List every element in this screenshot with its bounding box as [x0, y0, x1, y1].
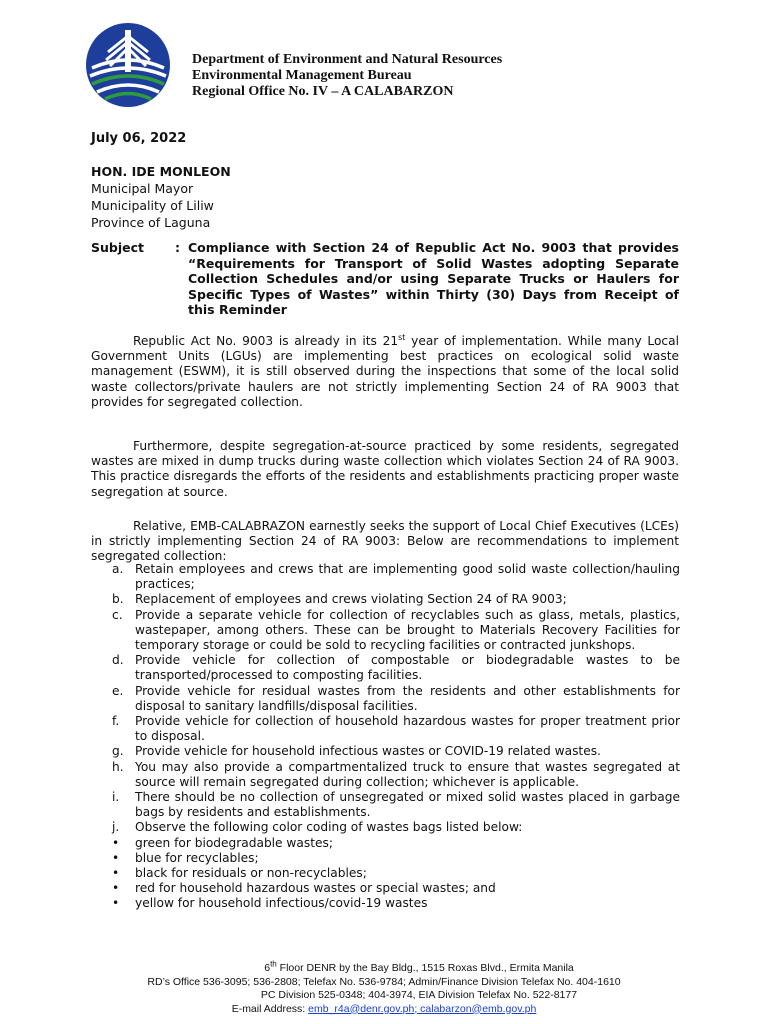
addressee-municipality: Municipality of Liliw — [91, 198, 214, 213]
paragraph-1 — [91, 334, 679, 410]
recommendation-item — [112, 760, 680, 790]
bullet-item — [112, 881, 680, 896]
footer-email-label: E-mail Address: — [231, 1002, 309, 1015]
footer-email-line — [0, 1003, 768, 1017]
recommendation-item — [112, 653, 680, 683]
letter-footer — [0, 959, 768, 1016]
item-text: Provide vehicle for collection of compostable or biodegradable wastes to be transported/processed to composting facilities. — [135, 653, 680, 683]
item-marker: d. — [112, 653, 124, 668]
denr-logo-icon — [78, 22, 178, 108]
item-text: green for biodegradable wastes; — [135, 835, 333, 850]
item-marker: h. — [112, 759, 124, 774]
recommendation-item — [112, 592, 680, 607]
footer-division-numbers: PC Division 525-0348; 404-3974, EIA Division Telefax No. 522-8177 — [260, 989, 578, 1001]
recommendation-list — [112, 562, 680, 912]
footer-address — [0, 959, 768, 976]
addressee-province: Province of Laguna — [91, 215, 211, 230]
item-text: yellow for household infectious/covid-19 wastes — [135, 896, 428, 911]
item-marker: • — [112, 850, 120, 865]
recommendation-item — [112, 608, 680, 654]
item-text: Observe the following color coding of wastes bags listed below: — [135, 820, 523, 835]
recommendation-item — [112, 684, 680, 714]
letter-date: July 06, 2022 — [91, 131, 187, 146]
recommendation-item — [112, 562, 680, 592]
bullet-item — [112, 836, 680, 851]
footer-email-links[interactable]: emb_r4a@denr.gov.ph; calabarzon@emb.gov.ph — [308, 1002, 537, 1015]
item-marker: • — [112, 835, 120, 850]
addressee-name: HON. IDE MONLEON — [91, 164, 231, 179]
footer-floor-suffix: th — [270, 959, 277, 969]
paragraph-1-start: Republic Act No. 9003 is already in its 21 — [133, 334, 399, 348]
bullet-item — [112, 866, 680, 881]
agency-letterhead — [192, 52, 502, 100]
addressee-title: Municipal Mayor — [91, 181, 194, 196]
item-text: Provide vehicle for residual wastes from the residents and other establishments for disposal to sanitary landfills/disposal facilities. — [135, 683, 680, 713]
footer-phone-numbers: RD’s Office 536-3095; 536-2808; Telefax No. 536-9784; Admin/Finance Division Telefax No. 404-1610 — [147, 975, 621, 988]
subject-block — [91, 240, 679, 318]
subject-label: Subject — [91, 240, 144, 255]
item-marker: e. — [112, 683, 124, 698]
item-text: Provide vehicle for collection of household hazardous wastes for proper treatment prior to disposal. — [135, 714, 680, 744]
item-text: black for residuals or non-recyclables; — [135, 866, 367, 881]
item-text: Provide a separate vehicle for collection of recyclables such as glass, metals, plastics, wastepaper, among others. These can be brought to Materials Recovery Facilities for temporary storage or could be sold to recycling facilities or contracted junkshops. — [135, 607, 680, 653]
item-text: There should be no collection of unsegregated or mixed solid wastes placed in garbage bags by residents and establishments. — [135, 790, 680, 820]
footer-floor-number: 6 — [264, 962, 271, 974]
paragraph-2: Furthermore, despite segregation-at-source practiced by some residents, segregated wastes are mixed in dump trucks during waste collection which violates Section 24 of RA 9003. This practice disregards the efforts of the residents and establishments practicing proper waste segregation at source. — [91, 439, 679, 499]
recommendation-item — [112, 744, 680, 759]
footer-address-text: Floor DENR by the Bay Bldg., 1515 Roxas Blvd., Ermita Manila — [276, 962, 574, 974]
item-marker: j. — [112, 820, 120, 835]
item-marker: a. — [112, 562, 124, 576]
recommendation-item — [112, 820, 680, 835]
agency-regional-office: Regional Office No. IV – A CALABARZON — [192, 84, 454, 99]
item-marker: • — [112, 881, 120, 896]
recommendation-item — [112, 790, 680, 820]
item-text: red for household hazardous wastes or special wastes; and — [135, 881, 496, 896]
bullet-item — [112, 896, 680, 911]
agency-bureau: Environmental Management Bureau — [192, 68, 412, 83]
paragraph-3: Relative, EMB-CALABRAZON earnestly seeks the support of Local Chief Executives (LCEs) in strictly implementing Section 24 of RA 9003: Below are recommendations to implement segregated collection: — [91, 519, 679, 564]
ordinal-suffix: st — [398, 332, 406, 342]
item-marker: • — [112, 896, 120, 911]
item-marker: c. — [112, 607, 123, 622]
item-text: You may also provide a compartmentalized truck to ensure that wastes segregated at source will remain segregated during collection; whichever is applicable. — [135, 759, 680, 789]
item-text: Retain employees and crews that are implementing good solid waste collection/hauling practices; — [135, 562, 680, 592]
item-marker: f. — [112, 714, 120, 729]
item-text: blue for recyclables; — [135, 850, 259, 865]
paragraph-1-end: year of implementation. While many Local Government Units (LGUs) are implementing best practices on ecological solid waste management (ESWM), it is still observed during the inspections that some of the local solid waste collectors/private haulers are not strictly implementing Section 24 of RA 9003 that provides for segregated collection. — [91, 334, 679, 409]
item-marker: i. — [112, 790, 120, 805]
recommendation-item — [112, 714, 680, 744]
item-text: Provide vehicle for household infectious wastes or COVID-19 related wastes. — [135, 744, 601, 759]
item-text: Replacement of employees and crews violating Section 24 of RA 9003; — [135, 592, 567, 607]
item-marker: g. — [112, 744, 124, 759]
subject-colon: : — [175, 240, 180, 255]
addressee-block — [91, 163, 231, 231]
item-marker: • — [112, 866, 120, 881]
agency-department: Department of Environment and Natural Resources — [192, 52, 503, 67]
item-marker: b. — [112, 592, 124, 607]
subject-text: Compliance with Section 24 of Republic Act No. 9003 that provides “Requirements for Transport of Solid Wastes adopting Separate Collection Schedules and/or using Separate Trucks or Haulers for Specific Types of Wastes” within Thirty (30) Days from Receipt of this Reminder — [188, 240, 679, 317]
bullet-item — [112, 851, 680, 866]
